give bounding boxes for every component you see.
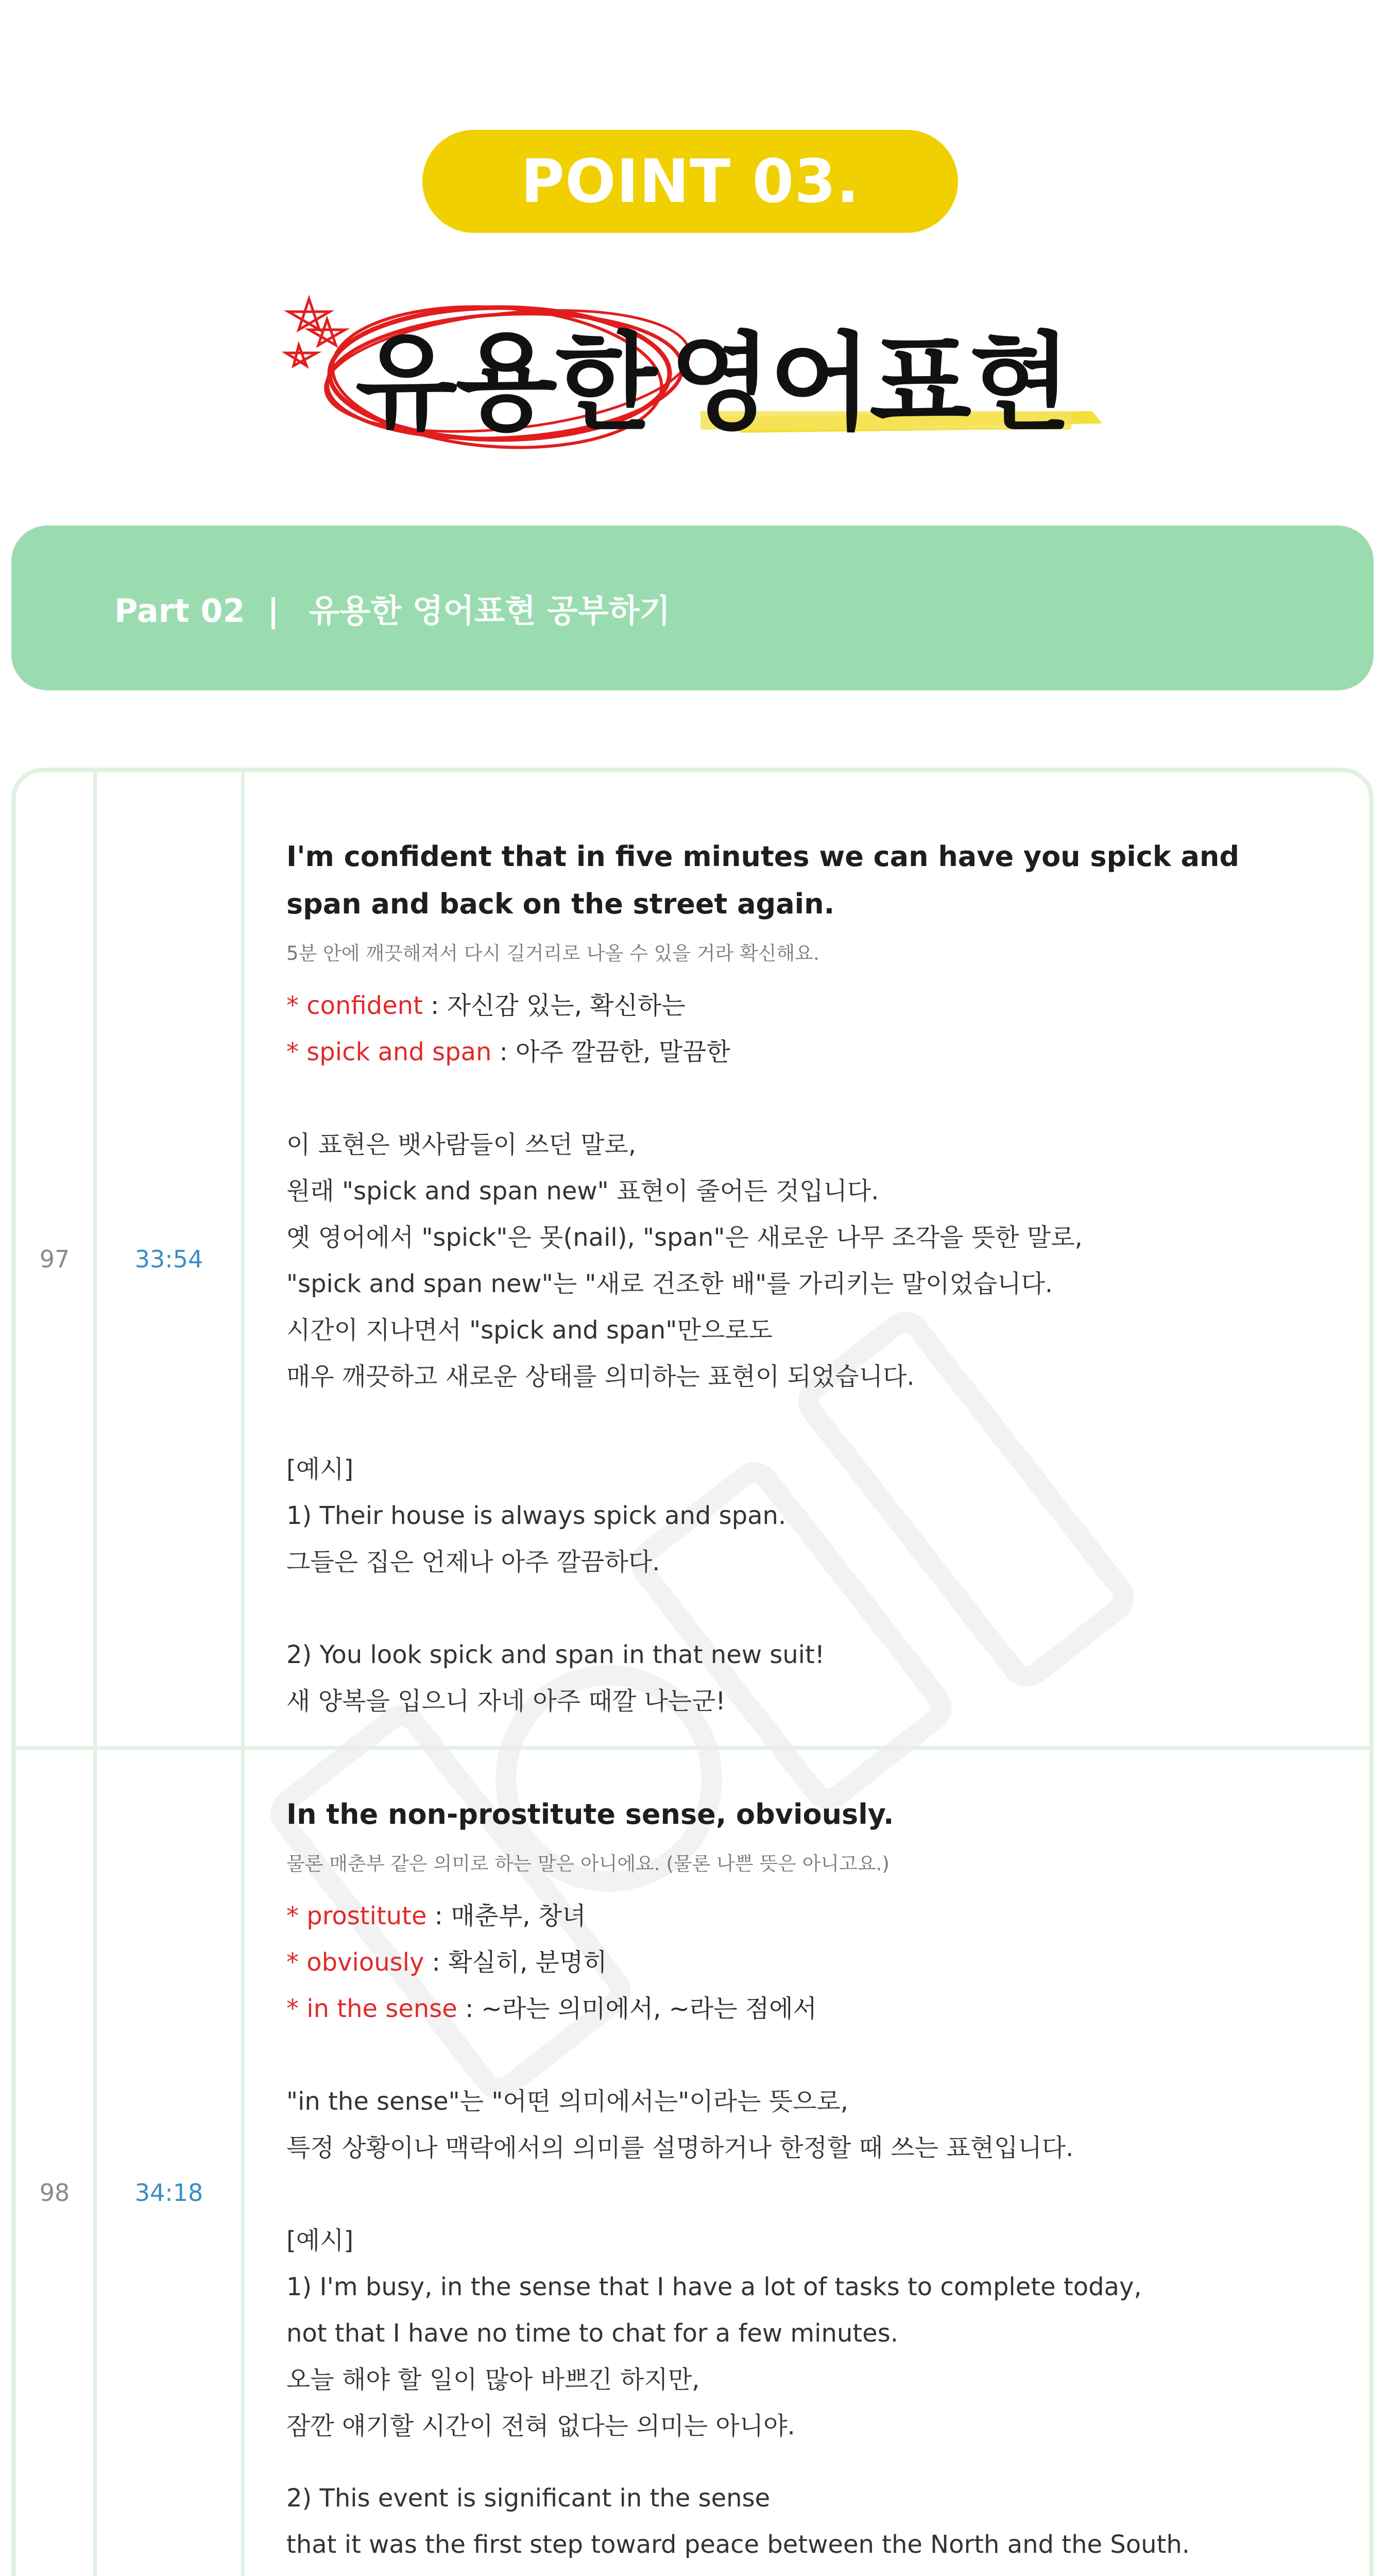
example-line [286,2568,1342,2576]
section-title [278,289,1113,459]
vocab-meaning: : ~라는 의미에서, ~라는 점에서 [457,1994,817,2023]
explanation-line: 원래 "spick and span new" 표현이 줄어든 것입니다. [286,1177,879,1206]
row-content [286,1791,1342,2576]
part-header-label [114,585,671,631]
sentence-translation: 물론 매춘부 같은 의미로 하는 말은 아니에요. (물론 나쁜 뜻은 아니고요.) [286,1853,890,1875]
sentence-line: span and back on the street again. [286,888,835,920]
part-number: Part 02 [114,591,245,630]
example-line: 1) Their house is always spick and span. [286,1501,786,1530]
vocab-term: * obviously [286,1948,424,1977]
vocab-meaning: : 매춘부, 창녀 [426,1902,586,1930]
expression-table [11,768,1374,2576]
row-content [286,833,1342,1724]
point-badge-label: POINT 03. [521,146,860,216]
vocab-item [286,1029,1342,1075]
example-line: 2) You look spick and span in that new suit! [286,1640,825,1669]
part-title: 유용한 영어표현 공부하기 [309,591,671,630]
timestamp-link[interactable]: 34:18 [134,2179,203,2207]
row-number: 97 [39,1245,70,1273]
column-divider [93,772,97,1746]
example-line: 오늘 해야 할 일이 많아 바쁘긴 하지만, [286,2365,700,2394]
explanation-line: 특정 상황이나 맥락에서의 의미를 설명하거나 한정할 때 쓰는 표현입니다. [286,2133,1074,2162]
title-word-1: 유용한 [355,321,656,445]
vocab-term: * spick and span [286,1038,492,1066]
example-line: 1) I'm busy, in the sense that I have a lot of tasks to complete today, [286,2273,1142,2301]
example-line: 그들은 집은 언제나 아주 깔끔하다. [286,1548,660,1577]
sentence-translation: 5분 안에 깨끗해져서 다시 길거리로 나올 수 있을 거라 확신해요. [286,942,819,964]
vocab-item [286,1986,1342,2032]
vocab-term: * confident [286,991,423,1020]
example-line: 2) This event is significant in the sense [286,2484,771,2513]
column-divider [241,772,245,1746]
part-separator: | [267,591,279,630]
explanation-line: 이 표현은 뱃사람들이 쓰던 말로, [286,1130,637,1159]
vocab-term: * in the sense [286,1994,457,2023]
example-heading: [예시] [286,1455,354,1484]
vocab-term: * prostitute [286,1902,427,1930]
title-word-2: 영어표현 [670,321,1070,445]
example-line: that it was the first step toward peace between the North and the South. [286,2530,1190,2559]
column-divider [241,1750,245,2576]
part-header [11,526,1374,690]
explanation-line: 매우 깨끗하고 새로운 상태를 의미하는 표현이 되었습니다. [286,1362,915,1391]
row-number: 98 [39,2179,70,2207]
example-line: 잠깐 얘기할 시간이 전혀 없다는 의미는 아니야. [286,2412,795,2441]
sentence-line: In the non-prostitute sense, obviously. [286,1798,894,1831]
point-badge [422,130,958,233]
table-row [16,772,1369,1746]
example-heading: [예시] [286,2226,354,2255]
example-line: 새 양복을 입으니 자네 아주 때깔 나는군! [286,1687,726,1716]
timestamp-link[interactable]: 33:54 [134,1245,203,1273]
explanation-line: "in the sense"는 "어떤 의미에서는"이라는 뜻으로, [286,2087,849,2116]
table-row [16,1746,1369,2576]
vocab-item [286,1939,1342,1986]
column-divider [93,1750,97,2576]
title-text [355,309,1128,445]
vocab-meaning: : 자신감 있는, 확신하는 [422,991,686,1020]
example-line: not that I have no time to chat for a few minutes. [286,2319,898,2348]
explanation-line: "spick and span new"는 "새로 건조한 배"를 가리키는 말이었습니다. [286,1269,1053,1298]
explanation-line: 옛 영어에서 "spick"은 못(nail), "span"은 새로운 나무 조각을 뜻한 말로, [286,1223,1083,1252]
vocab-meaning: : 확실히, 분명히 [424,1948,607,1977]
vocab-item [286,982,1342,1029]
sentence-line: I'm confident that in five minutes we can have you spick and [286,840,1239,873]
vocab-item [286,1893,1342,1939]
explanation-line: 시간이 지나면서 "spick and span"만으로도 [286,1316,773,1345]
vocab-meaning: : 아주 깔끔한, 말끔한 [491,1038,730,1066]
